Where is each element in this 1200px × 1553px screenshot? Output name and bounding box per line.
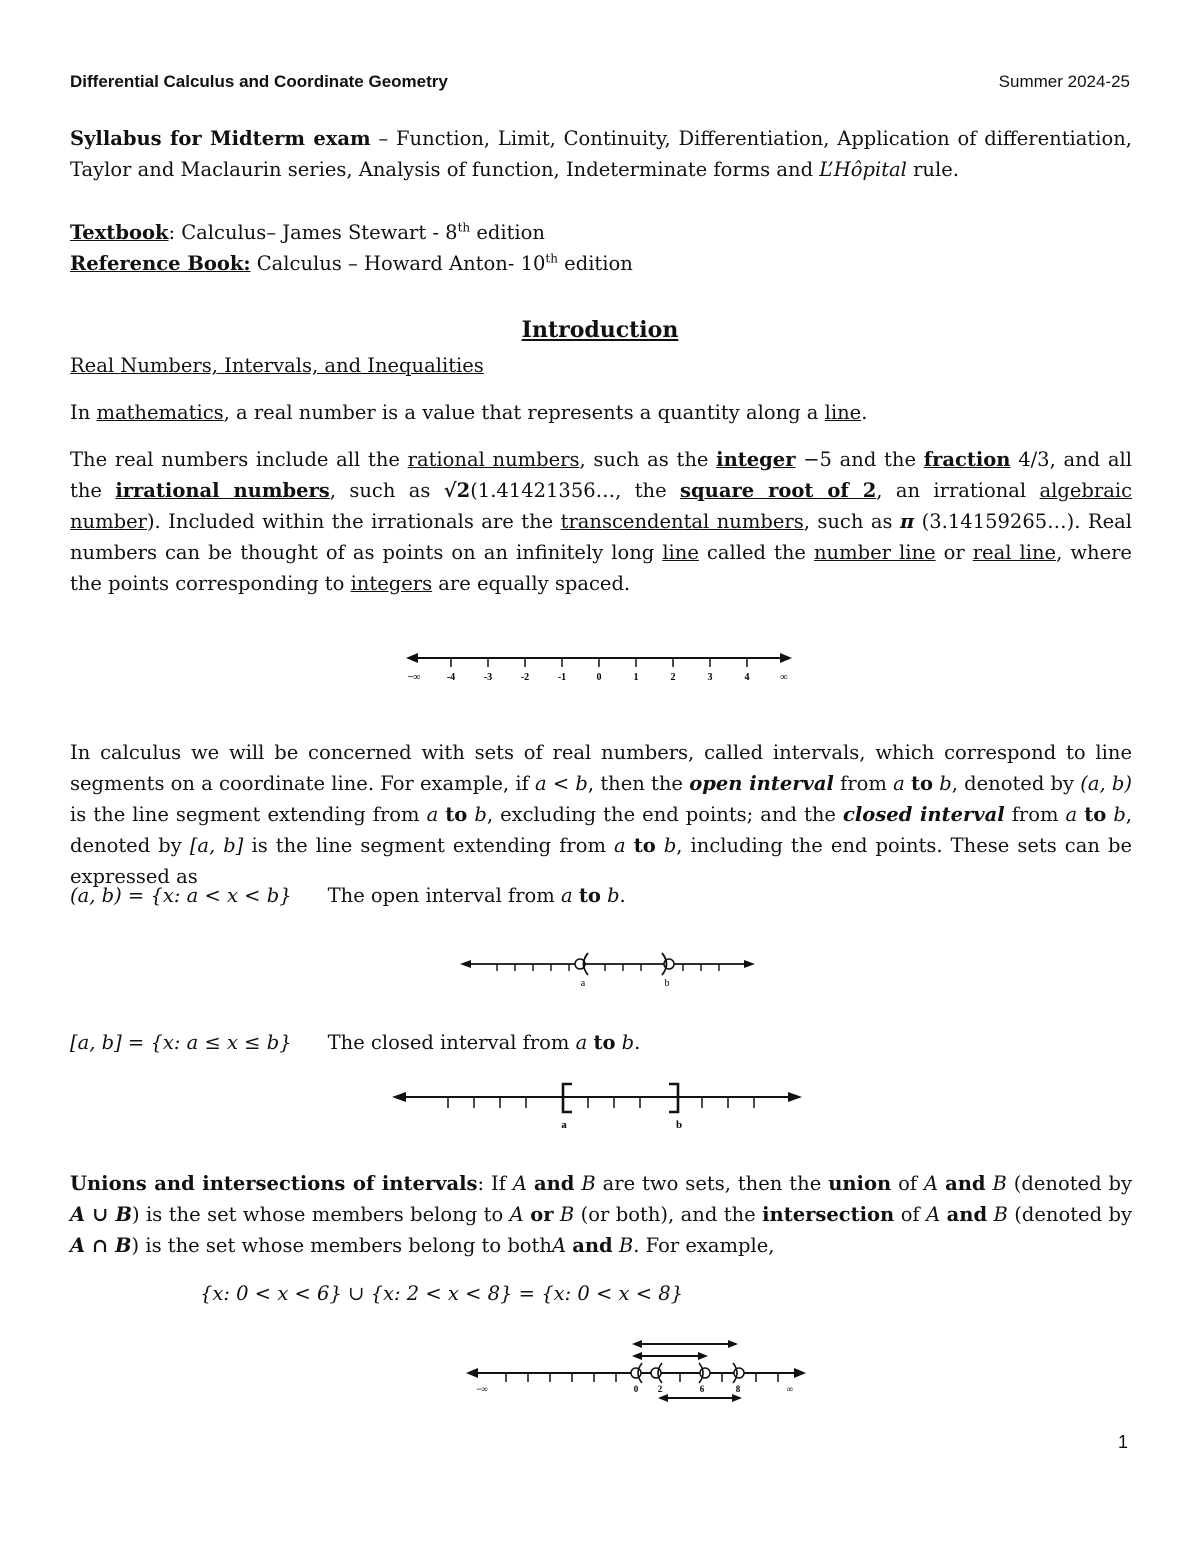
number-line-label: −∞ (407, 672, 421, 683)
p2-s12: or (935, 541, 973, 564)
union-example-formula: {x: 0 < x < 6} ∪ {x: 2 < x < 8} = {x: 0 < x < 8} (200, 1282, 684, 1305)
p2-s8: ). Included within the irrationals are the (146, 510, 561, 533)
number-line-left-arrow (406, 653, 418, 663)
union-label-minus-infinity: −∞ (476, 1384, 488, 1394)
union-right-arrow (794, 1368, 806, 1378)
intervals-t3: from (833, 772, 894, 795)
p2-s13: , where the points corresponding to (70, 541, 1132, 595)
open-interval-figure (455, 948, 765, 992)
link-square-root-of-2[interactable]: square root of 2 (680, 479, 877, 502)
word-to: to (910, 772, 933, 795)
set-a: A (926, 1203, 941, 1226)
word-and: and (533, 1172, 575, 1195)
link-fraction[interactable]: fraction (923, 448, 1011, 471)
p2-s9: , such as (803, 510, 900, 533)
p2-s1: The real numbers include all the (70, 448, 408, 471)
closed-right-arrow (788, 1092, 802, 1102)
closed-interval-term: closed interval (843, 803, 1005, 826)
intro-paragraph-1 (70, 397, 1132, 428)
open-def-end: . (619, 884, 626, 907)
link-number-line[interactable]: number line (814, 541, 936, 564)
p1-text-a: In (70, 401, 97, 424)
word-to: to (1084, 803, 1107, 826)
number-line-label: -1 (557, 672, 567, 683)
p1-text-b: , a real number is a value that represents a quantity along a (223, 401, 825, 424)
reference-sup: th (545, 251, 558, 266)
word-of: of (898, 1172, 918, 1195)
p2-s4: 4/3, and all the (70, 448, 1132, 502)
number-line-ticks (451, 658, 747, 667)
var-a: a (426, 803, 439, 826)
syllabus-topics: Function, Limit, Continuity, Differentiation, Application of differentiation, Taylor and Maclaurin series, Analysis of function, Indeterminate forms and (70, 127, 1132, 181)
intervals-t4: , denoted by (951, 772, 1081, 795)
unions-t3: (denoted by (1006, 1172, 1133, 1195)
word-and: and (945, 1172, 986, 1195)
word-of: of (900, 1203, 920, 1226)
link-mathematics[interactable]: mathematics (96, 401, 224, 424)
open-left-arrow (460, 960, 471, 968)
textbook-tail: edition (470, 221, 545, 244)
link-line-2[interactable]: line (662, 541, 699, 564)
word-and: and (572, 1234, 613, 1257)
p2-s6: (1.41421356…, the (470, 479, 681, 502)
link-irrational-numbers[interactable]: irrational numbers (115, 479, 330, 502)
p2-s3: −5 and the (795, 448, 924, 471)
union-label-8: 8 (735, 1384, 741, 1394)
word-to: to (445, 803, 468, 826)
open-notation: (a, b) (1080, 772, 1133, 795)
link-integer[interactable]: integer (716, 448, 796, 471)
reference-value: Calculus – Howard Anton- 10 (250, 252, 546, 275)
var-a: a (1065, 803, 1078, 826)
closed-ticks (448, 1097, 754, 1108)
link-real-line[interactable]: real line (972, 541, 1057, 564)
union-figure (462, 1332, 812, 1406)
p2-s5: , such as (329, 479, 444, 502)
page-number: 1 (1117, 1432, 1128, 1452)
closed-def-end: . (634, 1031, 641, 1054)
open-ticks (497, 964, 719, 971)
syllabus-label: Syllabus for Midterm exam (70, 127, 371, 150)
link-integers[interactable]: integers (350, 572, 433, 595)
word-to: to (578, 884, 601, 907)
number-line-label: 0 (596, 672, 602, 683)
open-interval-term: open interval (689, 772, 834, 795)
var-a: a (561, 884, 573, 907)
unions-t5: (or both), and the (574, 1203, 763, 1226)
textbook-label: Textbook (70, 221, 169, 244)
open-interval-formula: (a, b) = {x: a < x < b} (70, 884, 292, 907)
union-label-2: 2 (657, 1384, 663, 1394)
number-line-labels (408, 672, 788, 683)
unions-label: Unions and intersections of intervals (70, 1172, 478, 1195)
var-b: b (663, 834, 677, 857)
closed-label-b: b (675, 1119, 683, 1131)
condition-a-less-b: a < b (535, 772, 588, 795)
set-a: A (509, 1203, 524, 1226)
intervals-t1: In calculus we will be concerned with sets of real numbers, called intervals, which correspond to line segments on a coordinate line. For example, if (70, 741, 1132, 795)
open-label-a: a (580, 978, 586, 989)
var-a: a (575, 1031, 588, 1054)
term-union: union (828, 1172, 892, 1195)
word-and: and (946, 1203, 988, 1226)
endpoint-0 (631, 1368, 641, 1378)
union-label-6: 6 (699, 1384, 705, 1394)
pi-symbol: π (899, 510, 915, 533)
p2-s2: , such as the (579, 448, 717, 471)
set-b: B (559, 1203, 575, 1226)
unions-t1: : If (477, 1172, 513, 1195)
unions-t8: . For example, (633, 1234, 775, 1257)
endpoint-2 (651, 1368, 661, 1378)
union-symbol: A ∪ B (70, 1203, 132, 1226)
intervals-t7: , denoted by (70, 803, 1132, 857)
set-a: A (924, 1172, 939, 1195)
page-title: Introduction (521, 317, 679, 343)
link-line[interactable]: line (824, 401, 862, 424)
p2-s7: , an irrational (876, 479, 1040, 502)
number-line-label: 2 (670, 672, 676, 683)
endpoint-8 (734, 1368, 744, 1378)
link-transcendental-numbers[interactable]: transcendental numbers (560, 510, 804, 533)
textbook-value: : Calculus– James Stewart - 8 (168, 221, 458, 244)
number-line-figure (400, 646, 800, 686)
intervals-t6: , excluding the end points; and the (486, 803, 844, 826)
syllabus-dash: – (370, 127, 396, 150)
word-to: to (593, 1031, 616, 1054)
reference-label: Reference Book: (70, 252, 251, 275)
set-b: B (618, 1234, 634, 1257)
unions-t2: are two sets, then the (595, 1172, 829, 1195)
open-interval-desc: The open interval from (327, 884, 561, 907)
term-intersection: intersection (762, 1203, 895, 1226)
p2-s10: (3.14159265…). Real numbers can be thought of as points on an infinitely long (70, 510, 1132, 564)
sqrt-two: √2 (443, 479, 471, 502)
course-title: Differential Calculus and Coordinate Geometry (70, 72, 448, 91)
number-line-right-arrow (780, 653, 792, 663)
union-label-infinity: ∞ (786, 1384, 794, 1394)
open-label-b: b (664, 978, 670, 989)
closed-interval-desc: The closed interval from (327, 1031, 576, 1054)
var-b: b (621, 1031, 635, 1054)
unions-t7: ) is the set whose members belong to both (131, 1234, 552, 1257)
var-b: b (474, 803, 487, 826)
var-a: a (614, 834, 626, 857)
closed-left-arrow (392, 1092, 406, 1102)
union-label-0: 0 (633, 1384, 639, 1394)
reference-line (70, 248, 1132, 279)
syllabus-tail: rule. (906, 158, 959, 181)
number-line-label: -2 (520, 672, 530, 683)
closed-interval-figure (388, 1078, 808, 1134)
number-line-label: ∞ (780, 672, 788, 683)
closed-label-a: a (561, 1119, 567, 1131)
intersection-symbol: A ∩ B (70, 1234, 132, 1257)
intro-paragraph-2 (70, 444, 1132, 599)
set-a: A (512, 1172, 527, 1195)
var-b: b (607, 884, 620, 907)
intervals-t3: from (1004, 803, 1066, 826)
set-b: B (581, 1172, 596, 1195)
number-line-label: 3 (707, 672, 713, 683)
section-subheading: Real Numbers, Intervals, and Inequalities (70, 354, 484, 377)
open-interval-definition (70, 880, 1132, 911)
unions-t4: ) is the set whose members belong to (132, 1203, 510, 1226)
p2-s14: are equally spaced. (432, 572, 631, 595)
closed-interval-formula: [a, b] = {x: a ≤ x ≤ b} (70, 1031, 292, 1054)
p1-text-c: . (861, 401, 868, 424)
endpoint-6 (700, 1368, 710, 1378)
word-or: or (530, 1203, 554, 1226)
set-a: A (551, 1234, 567, 1257)
link-algebraic-number[interactable]: algebraic number (70, 479, 1132, 533)
number-line-label: -3 (483, 672, 493, 683)
unions-t6: (denoted by (1007, 1203, 1133, 1226)
var-b: b (939, 772, 952, 795)
var-b: b (1113, 803, 1126, 826)
intervals-t5: is the line segment extending from (70, 803, 427, 826)
intervals-t8: is the line segment extending from (243, 834, 615, 857)
open-right-arrow (744, 960, 755, 968)
unions-paragraph (70, 1168, 1132, 1261)
closed-interval-definition (70, 1027, 1132, 1058)
set-b: B (993, 1203, 1008, 1226)
reference-tail: edition (557, 252, 633, 275)
set-b: B (992, 1172, 1007, 1195)
intervals-t9: , including the end points. These sets can be expressed as (70, 834, 1132, 888)
intervals-paragraph (70, 737, 1132, 892)
closed-notation: [a, b] (189, 834, 244, 857)
intervals-t2: , then the (587, 772, 690, 795)
syllabus-paragraph (70, 123, 1132, 185)
link-rational-numbers[interactable]: rational numbers (407, 448, 580, 471)
textbook-line (70, 217, 1132, 248)
union-left-arrow (466, 1368, 478, 1378)
lhopital-name: L’Hôpital (819, 158, 907, 181)
var-a: a (893, 772, 905, 795)
textbook-sup: th (457, 220, 471, 235)
word-to: to (633, 834, 656, 857)
number-line-label: 4 (744, 672, 750, 683)
number-line-label: 1 (633, 672, 639, 683)
p2-s11: called the (698, 541, 814, 564)
term-label: Summer 2024-25 (998, 72, 1130, 91)
number-line-label: -4 (446, 672, 456, 683)
